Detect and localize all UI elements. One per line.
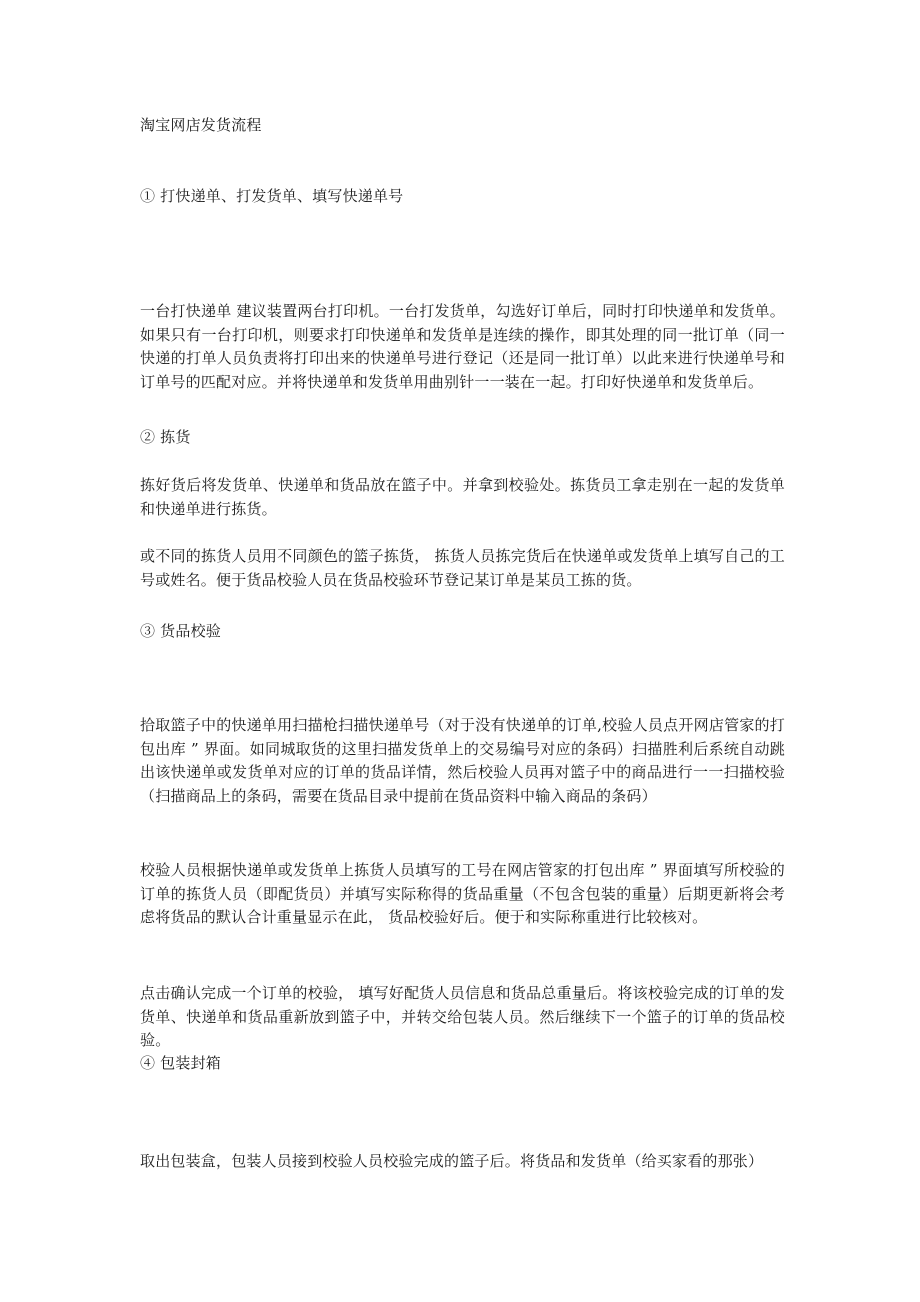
step3-paragraph-2: 校验人员根据快递单或发货单上拣货人员填写的工号在网店管家的打包出库 ” 界面填写所校验的订单的拣货人员（即配货员）并填写实际称得的货品重量（不包含包装的重量）后期更新将会考虑将货品的默认合计重量显示在此， 货品校验好后。便于和实际称重进行比较核对。	[140, 861, 785, 926]
step1-paragraph: 一台打快递单 建议装置两台打印机。一台打发货单，勾选好订单后，同时打印快递单和发货单。如果只有一台打印机，则要求打印快递单和发货单是连续的操作，即其处理的同一批订单（同一快递的打单人员负责将打印出来的快递单号进行登记（还是同一批订单）以此来进行快递单号和订单号的匹配对应。并将快递单和发货单用曲别针一一装在一起。打印好快递单和发货单后。	[140, 302, 785, 391]
step3-heading: ③ 货品校验	[140, 622, 221, 640]
step4-paragraph: 取出包装盒，包装人员接到校验人员校验完成的篮子后。将货品和发货单（给买家看的那张）	[140, 1152, 764, 1170]
step4-heading: ④ 包装封箱	[140, 1054, 221, 1072]
step1-heading: ① 打快递单、打发货单、填写快递单号	[140, 187, 404, 205]
document-title: 淘宝网店发货流程	[140, 116, 262, 134]
step2-paragraph-1: 拣好货后将发货单、快递单和货品放在篮子中。并拿到校验处。拣货员工拿走别在一起的发货单和快递单进行拣货。	[140, 476, 785, 518]
step2-paragraph-2: 或不同的拣货人员用不同颜色的篮子拣货， 拣货人员拣完货后在快递单或发货单上填写自己的工号或姓名。便于货品校验人员在货品校验环节登记某订单是某员工拣的货。	[140, 547, 785, 589]
step3-paragraph-1: 拾取篮子中的快递单用扫描枪扫描快递单号（对于没有快递单的订单,校验人员点开网店管家的打包出库 ” 界面。如同城取货的这里扫描发货单上的交易编号对应的条码）扫描胜利后系统自动跳出该快递单或发货单对应的订单的货品详情，然后校验人员再对篮子中的商品进行一一扫描校验（扫描商品上的条码，需要在货品目录中提前在货品资料中输入商品的条码）	[140, 716, 785, 805]
step3-paragraph-3: 点击确认完成一个订单的校验， 填写好配货人员信息和货品总重量后。将该校验完成的订单的发货单、快递单和货品重新放到篮子中，并转交给包装人员。然后继续下一个篮子的订单的货品校验。	[140, 984, 785, 1049]
step2-heading: ② 拣货	[140, 428, 191, 446]
